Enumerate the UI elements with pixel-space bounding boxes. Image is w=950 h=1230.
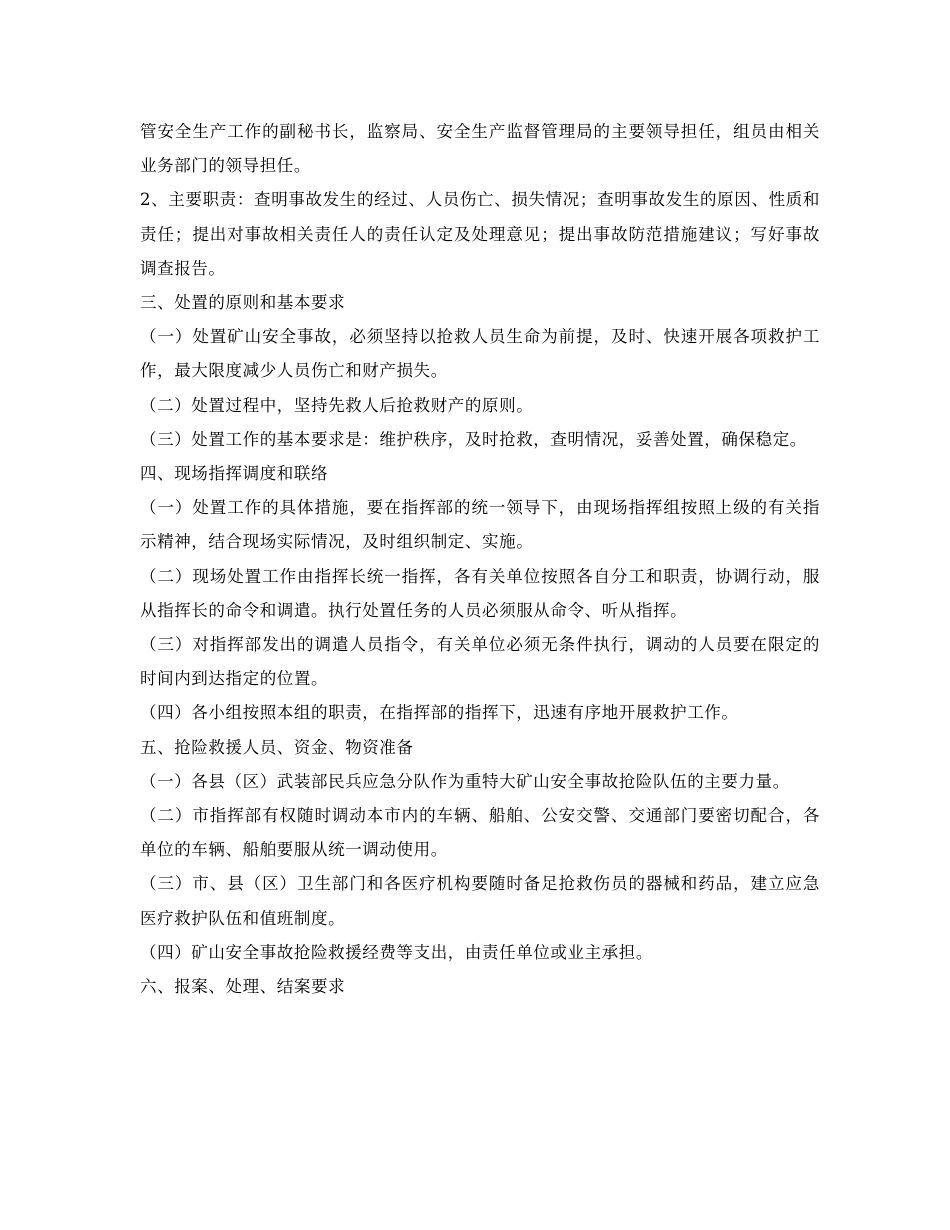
paragraph-leader-composition: 管安全生产工作的副秘书长，监察局、安全生产监督管理局的主要领导担任，组员由相关业务部门的领导担任。 <box>140 122 820 176</box>
paragraph-command-1: （一）处置工作的具体措施，要在指挥部的统一领导下，由现场指挥组按照上级的有关指示精神，结合现场实际情况，及时组织制定、实施。 <box>140 498 820 552</box>
paragraph-command-2: （二）现场处置工作由指挥长统一指挥，各有关单位按照各自分工和职责，协调行动，服从指挥长的命令和调遣。执行处置任务的人员必须服从命令、听从指挥。 <box>140 566 820 620</box>
paragraph-command-3: （三）对指挥部发出的调遣人员指令，有关单位必须无条件执行，调动的人员要在限定的时间内到达指定的位置。 <box>140 635 820 689</box>
document-body <box>140 115 820 1004</box>
paragraph-resources-2: （二）市指挥部有权随时调动本市内的车辆、船舶、公安交警、交通部门要密切配合，各单位的车辆、船舶要服从统一调动使用。 <box>140 806 820 860</box>
paragraph-principle-1: （一）处置矿山安全事故，必须坚持以抢救人员生命为前提，及时、快速开展各项救护工作，最大限度减少人员伤亡和财产损失。 <box>140 327 820 381</box>
section-heading-reporting: 六、报案、处理、结案要求 <box>140 977 346 997</box>
paragraph-resources-3: （三）市、县（区）卫生部门和各医疗机构要随时备足抢救伤员的器械和药品，建立应急医疗救护队伍和值班制度。 <box>140 874 820 928</box>
paragraph-resources-4: （四）矿山安全事故抢险救援经费等支出，由责任单位或业主承担。 <box>140 942 653 962</box>
paragraph-principle-3: （三）处置工作的基本要求是：维护秩序，及时抢救，查明情况，妥善处置，确保稳定。 <box>140 429 807 449</box>
section-heading-command: 四、现场指挥调度和联络 <box>140 464 329 484</box>
section-heading-principles: 三、处置的原则和基本要求 <box>140 293 346 313</box>
paragraph-principle-2: （二）处置过程中，坚持先救人后抢救财产的原则。 <box>140 395 534 415</box>
paragraph-main-duties: 2、主要职责：查明事故发生的经过、人员伤亡、损失情况；查明事故发生的原因、性质和责任；提出对事故相关责任人的责任认定及处理意见；提出事故防范措施建议；写好事故调查报告。 <box>140 190 820 278</box>
section-heading-resources: 五、抢险救援人员、资金、物资准备 <box>140 737 414 757</box>
paragraph-resources-1: （一）各县（区）武装部民兵应急分队作为重特大矿山安全事故抢险队伍的主要力量。 <box>140 771 790 791</box>
paragraph-command-4: （四）各小组按照本组的职责，在指挥部的指挥下，迅速有序地开展救护工作。 <box>140 703 739 723</box>
